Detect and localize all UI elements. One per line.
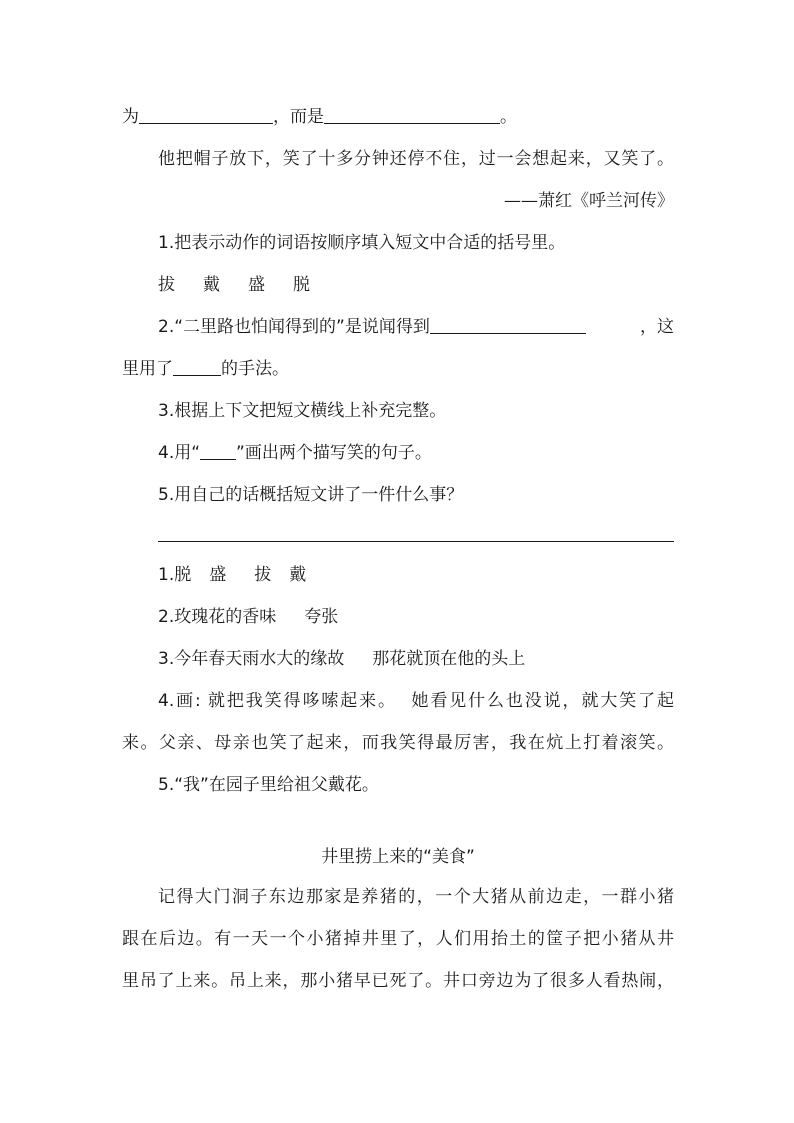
question-text: 4.用“ bbox=[158, 443, 201, 463]
passage-title: 井里捞上来的“美食” bbox=[321, 847, 475, 867]
fill-blank[interactable] bbox=[324, 107, 500, 124]
answer-text: 1.脱 bbox=[158, 565, 192, 585]
answer-text: 那花就顶在他的头上 bbox=[372, 649, 526, 669]
answer-text: 戴 bbox=[289, 565, 307, 585]
word: 脱 bbox=[293, 275, 310, 295]
passage-line-2: 他把帽子放下，笑了十多分钟还停不住，过一会想起来，又笑了。 bbox=[158, 149, 674, 169]
question-text: 里用了 bbox=[122, 359, 173, 379]
answer-1 bbox=[158, 564, 674, 586]
answer-4-line-1: 4.画: 就把我笑得哆嗦起来。 她看见什么也没说，就大笑了起 bbox=[158, 691, 674, 711]
next-passage-line-3: 里吊了上来。吊上来，那小猪早已死了。井口旁边为了很多人看热闹， bbox=[122, 971, 674, 991]
word-bank bbox=[158, 274, 674, 296]
passage-text: 为 bbox=[122, 107, 139, 127]
answer-text: 盛 bbox=[209, 565, 227, 585]
word: 戴 bbox=[203, 275, 220, 295]
question-5: 5.用自己的话概括短文讲了一件什么事？ bbox=[158, 485, 464, 505]
question-text: 2.“二里路也怕闻得到的”是说闻得到 bbox=[158, 317, 430, 337]
question-3: 3.根据上下文把短文横线上补充完整。 bbox=[158, 401, 447, 421]
fill-blank[interactable] bbox=[173, 359, 221, 376]
underline-sample bbox=[200, 443, 236, 460]
question-4 bbox=[158, 442, 674, 464]
answer-2 bbox=[158, 606, 674, 628]
word: 盛 bbox=[248, 275, 265, 295]
answer-3 bbox=[158, 648, 674, 670]
fill-blank[interactable] bbox=[430, 317, 586, 334]
answer-text: 拔 bbox=[254, 565, 272, 585]
answer-line[interactable] bbox=[158, 541, 674, 542]
word: 拔 bbox=[158, 275, 175, 295]
question-text: ，这 bbox=[640, 317, 674, 337]
passage-source: ——萧红《呼兰河传》 bbox=[504, 191, 674, 211]
question-1: 1.把表示动作的词语按顺序填入短文中合适的括号里。 bbox=[158, 233, 566, 253]
answer-5: 5.“我”在园子里给祖父戴花。 bbox=[158, 775, 379, 795]
answer-text: 夸张 bbox=[304, 607, 339, 627]
question-2-line-1 bbox=[158, 316, 674, 338]
next-passage-line-1: 记得大门洞子东边那家是养猪的，一个大猪从前边走，一群小猪 bbox=[158, 887, 674, 907]
question-text: ”画出两个描写笑的句子。 bbox=[236, 443, 432, 463]
passage-text: 。 bbox=[500, 107, 517, 127]
next-passage-line-2: 跟在后边。有一天一个小猪掉井里了，人们用抬土的筐子把小猪从井 bbox=[122, 929, 674, 949]
fill-blank[interactable] bbox=[139, 107, 273, 124]
answer-text: 2.玫瑰花的香味 bbox=[158, 607, 277, 627]
question-2-line-2 bbox=[122, 358, 674, 380]
passage-line-1 bbox=[122, 106, 674, 128]
answer-4-line-2: 来。父亲、母亲也笑了起来，而我笑得最厉害，我在炕上打着滚笑。 bbox=[122, 733, 674, 753]
question-text: 的手法。 bbox=[221, 359, 289, 379]
answer-text: 3.今年春天雨水大的缘故 bbox=[158, 649, 345, 669]
passage-text: ，而是 bbox=[273, 107, 324, 127]
